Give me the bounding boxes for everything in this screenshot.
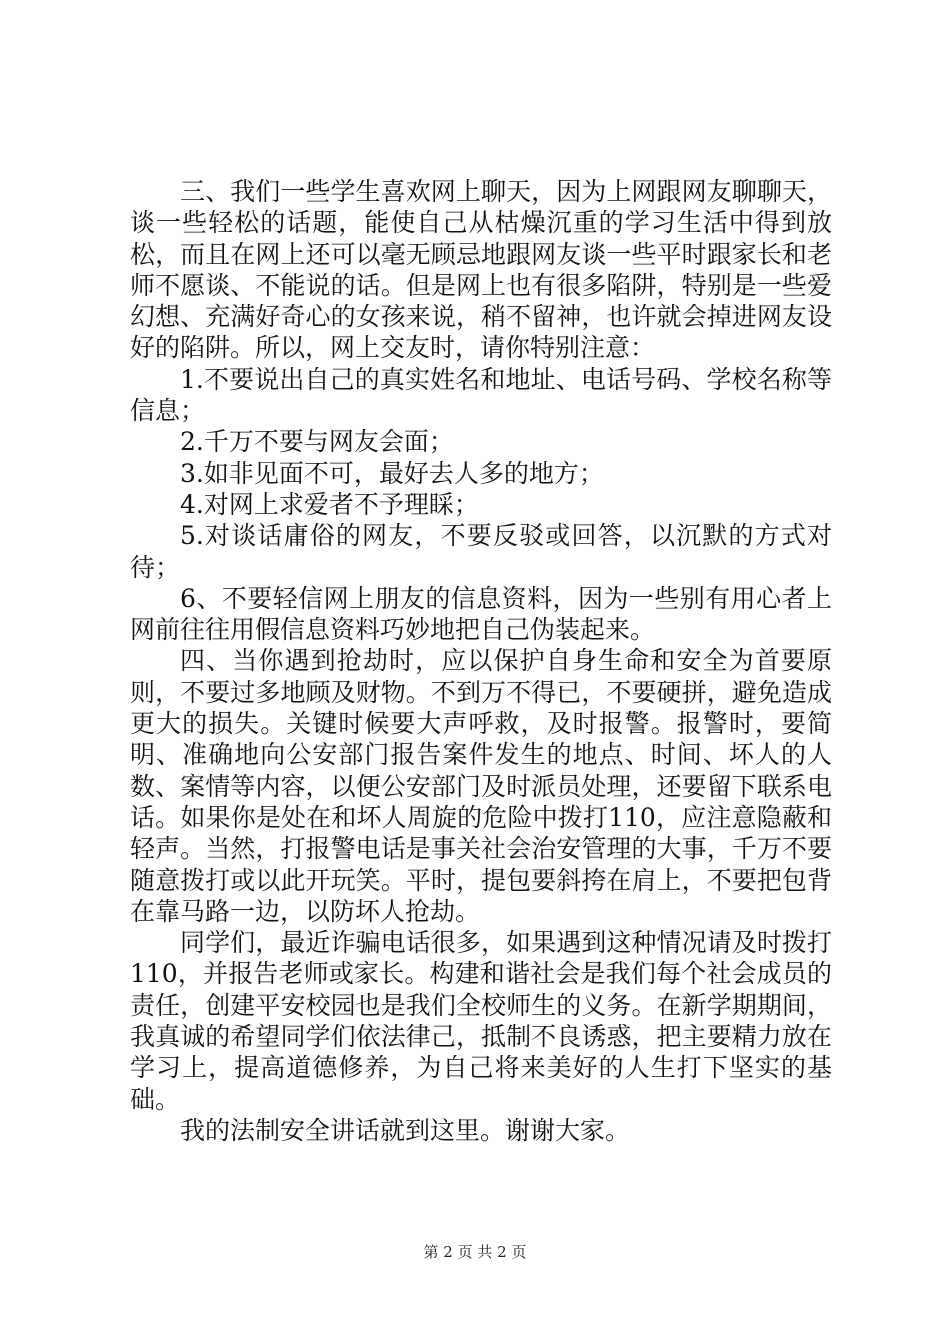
page-number-footer: 第 2 页 共 2 页 [423, 1243, 527, 1261]
paragraph-robbery-safety: 四、当你遇到抢劫时，应以保护自身生命和安全为首要原则，不要过多地顾及财物。不到万不得已，不要硬拼，避免造成更大的损失。关键时候要大声呼救，及时报警。报警时，要简明、准确地向公安部门报告案件发生的地点、时间、坏人的人数、案情等内容，以便公安部门及时派员处理，还要留下联系电话。如果你是处在和坏人周旋的危险中拨打110，应注意隐蔽和轻声。当然，打报警电话是事关社会治安管理的大事，千万不要随意拨打或以此开玩笑。平时，提包要斜挎在肩上，不要把包背在靠马路一边，以防坏人抢劫。 [130, 646, 832, 926]
list-item-2: 2.千万不要与网友会面； [180, 427, 454, 457]
list-item-6: 6、不要轻信网上朋友的信息资料，因为一些别有用心者上网前往往用假信息资料巧妙地把自己伪装起来。 [130, 583, 832, 645]
paragraph-internet-safety: 三、我们一些学生喜欢网上聊天，因为上网跟网友聊聊天，谈一些轻松的话题，能使自己从枯燥沉重的学习生活中得到放松，而且在网上还可以毫无顾忌地跟网友谈一些平时跟家长和老师不愿谈、不能说的话。但是网上也有很多陷阱，特别是一些爱幻想、充满好奇心的女孩来说，稍不留神，也许就会掉进网友设好的陷阱。所以，网上交友时，请你特别注意： [130, 177, 832, 363]
list-item-3: 3.如非见面不可，最好去人多的地方； [180, 458, 604, 488]
list-item-4: 4.对网上求爱者不予理睬； [180, 489, 479, 519]
paragraph-closing: 我的法制安全讲话就到这里。谢谢大家。 [180, 1115, 631, 1145]
paragraph-fraud-calls: 同学们，最近诈骗电话很多，如果遇到这种情况请及时拨打110，并报告老师或家长。构建和谐社会是我们每个社会成员的责任，创建平安校园也是我们全校师生的义务。在新学期期间，我真诚的希望同学们依法律己，抵制不良诱惑，把主要精力放在学习上，提高道德修养，为自己将来美好的人生打下坚实的基础。 [130, 928, 832, 1114]
list-item-1: 1.不要说出自己的真实姓名和地址、电话号码、学校名称等信息； [130, 364, 832, 426]
list-item-5: 5.对谈话庸俗的网友，不要反驳或回答，以沉默的方式对待； [130, 521, 832, 582]
document-body [130, 176, 832, 1146]
